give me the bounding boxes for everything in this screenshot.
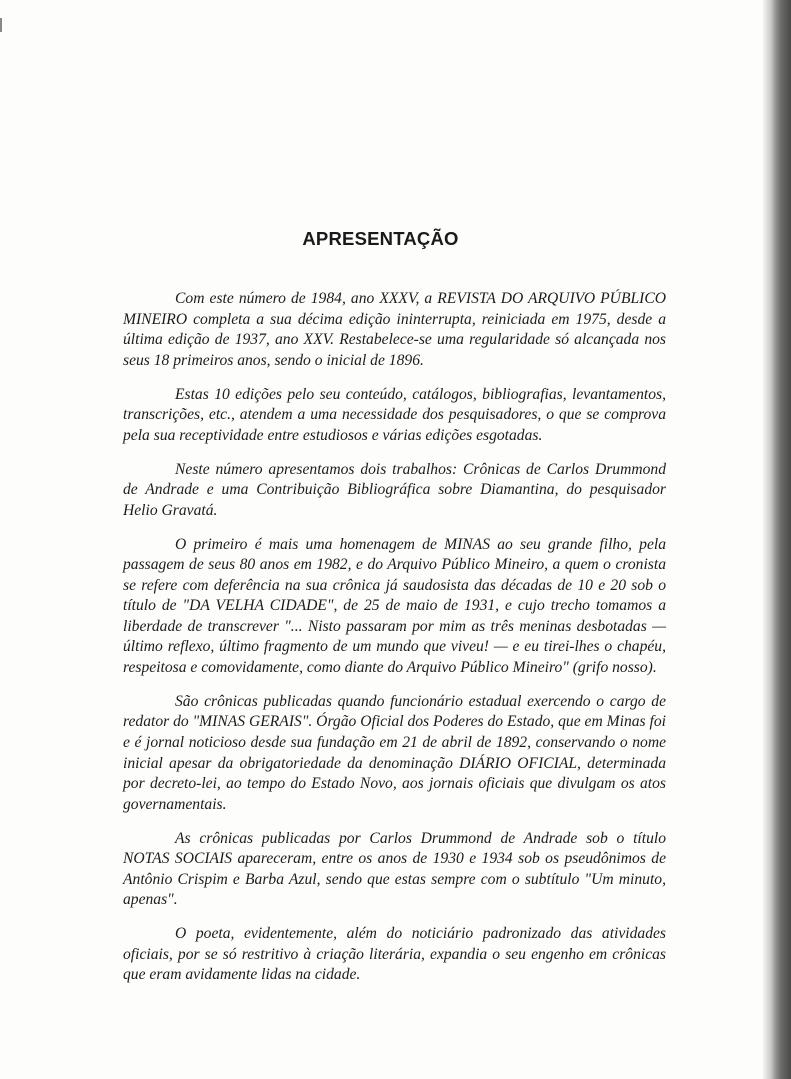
paragraph: Neste número apresentamos dois trabalhos: Crônicas de Carlos Drummond de Andrade e uma Contribuição Bibliográfica sobre Diamantina, do pesquisador Helio Gravatá. xyxy=(123,460,666,519)
paragraph: O poeta, evidentemente, além do noticiário padronizado das atividades oficiais, por se só restritivo à criação literária, expandia o seu engenho em crônicas que eram avidamente lidas na cidade. xyxy=(123,925,666,984)
paragraph: São crônicas publicadas quando funcionário estadual exercendo o cargo de redator do "MINAS GERAIS". Órgão Oficial dos Poderes do Estado, que em Minas foi e é jornal noticioso desde sua fundação em 21 de abril de 1892, conservando o nome inicial apesar da obrigatoriedade da denominação DIÁRIO OFICIAL, determinada por decreto-lei, ao tempo do Estado Novo, aos jornais oficiais que divulgam os atos governamentais. xyxy=(123,692,666,813)
page-binding-shadow xyxy=(763,0,791,1079)
paragraph: O primeiro é mais uma homenagem de MINAS ao seu grande filho, pela passagem de seus 80 anos em 1982, e do Arquivo Público Mineiro, a quem o cronista se refere com deferência na sua crônica já saudosista das décadas de 10 e 20 sob o título de "DA VELHA CIDADE", de 25 de maio de 1931, e cujo trecho tomamos a liberdade de transcrever "... Nisto passaram por mim as três meninas desbotadas — último reflexo, último fragmento de um mundo que viveu! — e eu tirei-lhes o chapéu, respeitosa e comovidamente, como diante do Arquivo Público Mineiro" (grifo nosso). xyxy=(123,535,666,677)
paragraph: Com este número de 1984, ano XXXV, a REVISTA DO ARQUIVO PÚBLICO MINEIRO completa a sua décima edição ininterrupta, reiniciada em 1975, desde a última edição de 1937, ano XXV. Restabelece-se uma regularidade só alcançada nos seus 18 primeiros anos, sendo o inicial de 1896. xyxy=(123,290,666,369)
scan-edge-mark xyxy=(0,18,2,32)
paragraph: As crônicas publicadas por Carlos Drummond de Andrade sob o título NOTAS SOCIAIS apareceram, entre os anos de 1930 e 1934 sob os pseudônimos de Antônio Crispim e Barba Azul, sendo que estas sempre com o subtítulo "Um minuto, apenas". xyxy=(123,829,666,909)
page-title: APRESENTAÇÃO xyxy=(302,228,459,250)
paragraph: Estas 10 edições pelo seu conteúdo, catálogos, bibliografias, levantamentos, transcrições, etc., atendem a uma necessidade dos pesquisadores, o que se comprova pela sua receptividade entre estudiosos e várias edições esgotadas. xyxy=(123,385,666,444)
document-body xyxy=(123,289,666,999)
